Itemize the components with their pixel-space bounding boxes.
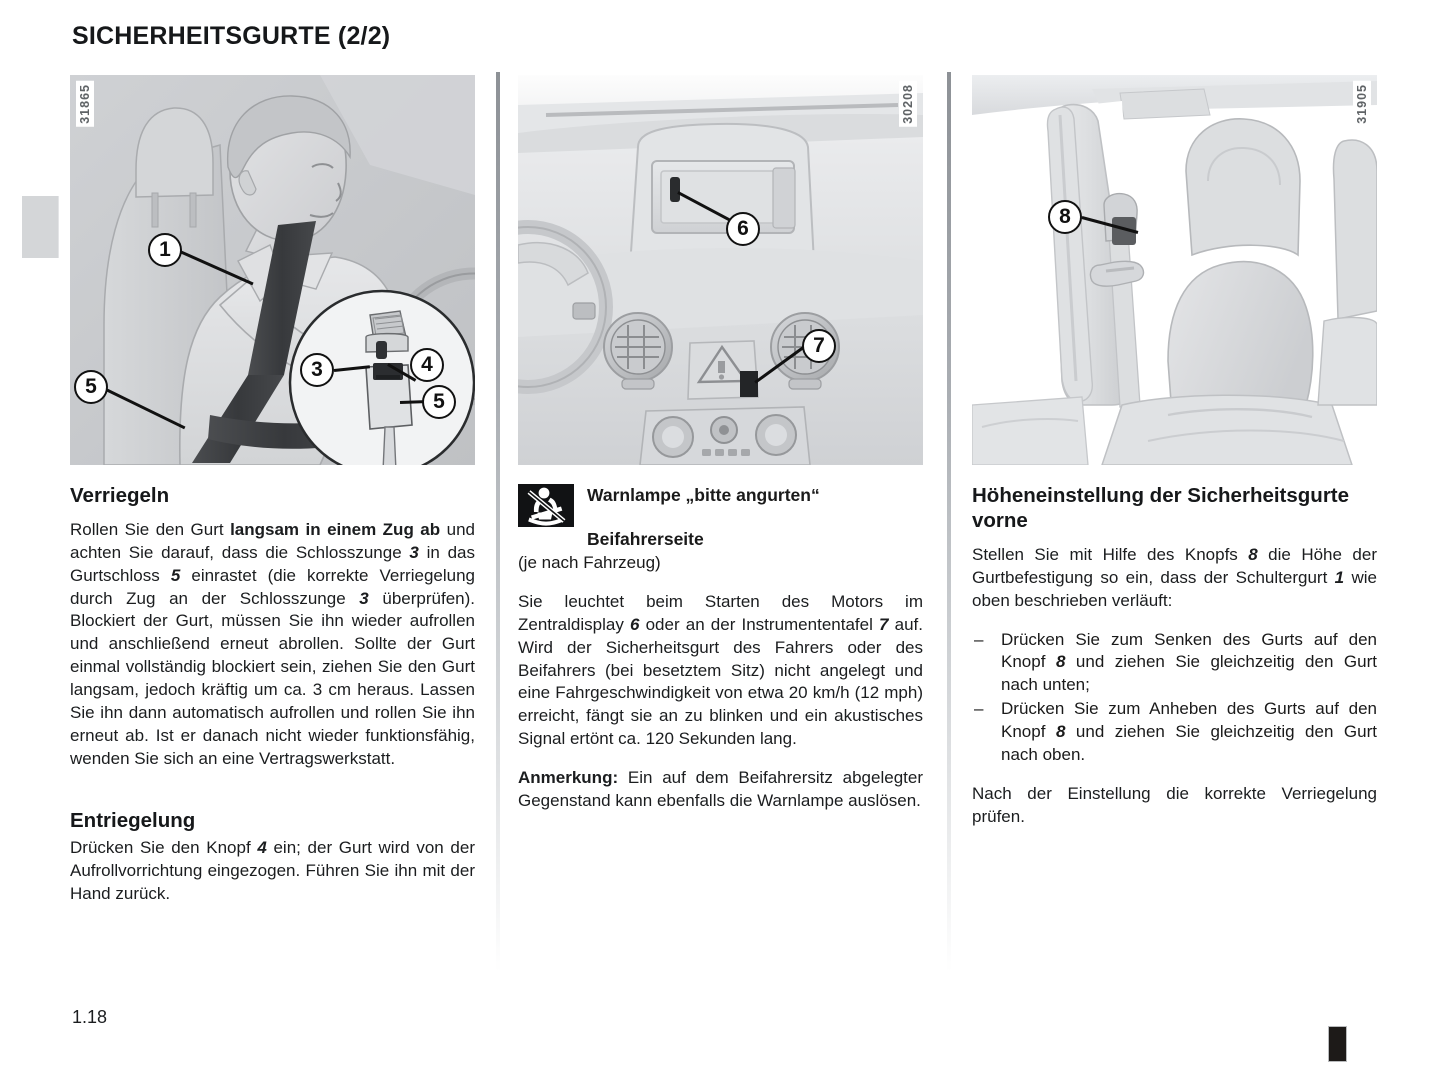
list-item: – Drücken Sie zum Anheben des Gurts auf den Knopf 8 und ziehen Sie gleichzeitig den Gurt nach oben. <box>972 698 1377 767</box>
b-pillar-illustration <box>972 75 1377 465</box>
paragraph-warning-lamp: Sie leuchtet beim Starten des Motors im Zentraldisplay 6 oder an der Instrumententafel 7 auf. Wird der Sicherheitsgurt des Fahrers oder des Beifahrers (bei besetztem Sitz) nicht angelegt und eine Fahrgeschwindigkeit von etwa 20 km/h (12 mph) erreicht, fängt sie an zu blinken und ein akustisches Signal ertönt ca. 120 Sekunden lang. <box>518 592 923 749</box>
column-1 <box>70 75 475 906</box>
dashboard-illustration <box>518 75 923 465</box>
figure-dashboard <box>518 75 923 465</box>
seatbelt-warning-glyph <box>518 484 574 527</box>
seatbelt-warning-icon <box>518 484 574 527</box>
callout-5-right: 5 <box>422 385 456 419</box>
warning-lamp-header <box>518 483 923 550</box>
section-edge-tab <box>22 196 59 258</box>
callout-4: 4 <box>410 348 444 382</box>
warning-lamp-heading-line2: Beifahrerseite <box>587 529 704 550</box>
paragraph-entriegelung: Drücken Sie den Knopf 4 ein; der Gurt wird von der Aufrollvorrichtung eingezogen. Führen Sie ihn mit der Hand zurück. <box>70 838 476 904</box>
figure-reference-number: 31865 <box>76 81 94 127</box>
figure-reference-number: 30208 <box>899 81 917 127</box>
callout-5-left: 5 <box>74 370 108 404</box>
section-warning-lamp <box>518 483 923 813</box>
page-title: SICHERHEITSGURTE (2/2) <box>72 22 391 50</box>
warning-lamp-heading-line1: Warnlampe „bitte angurten“ <box>587 485 820 505</box>
paragraph-hoeheneinstellung: Stellen Sie mit Hilfe des Knopfs 8 die Höhe der Gurtbefestigung so ein, dass der Schultergurt 1 wie oben beschrieben verläuft: <box>972 545 1377 610</box>
paragraph-closing: Nach der Einstellung die korrekte Verriegelung prüfen. <box>972 783 1377 826</box>
figure-belt-height-adjuster <box>972 75 1377 465</box>
figure-driver-seatbelt <box>70 75 475 465</box>
section-verriegeln <box>70 483 475 770</box>
note-label: Anmerkung: <box>518 768 619 788</box>
column-divider-2 <box>947 72 951 972</box>
callout-1: 1 <box>148 233 182 267</box>
heading-entriegelung: Entriegelung <box>70 809 196 833</box>
paragraph-verriegeln: Rollen Sie den Gurt langsam in einem Zug ab und achten Sie darauf, dass die Schlosszunge 3 in das Gurtschloss 5 einrastet (die korrekte Verriegelung durch Zug an der Schlosszunge 3 überprüfen). Blockiert der Gurt, müssen Sie ihn wieder aufrollen und anschließend erneut abrollen. Sollte der Gurt einmal vollständig blockiert sein, ziehen Sie den Gurt langsam, jedoch kräftig um ca. 3 cm heraus. Lassen Sie ihn dann automatisch aufrollen und rollen Sie ihn erneut ab. Ist er danach nicht wieder funktionsfähig, wenden Sie sich an eine Vertragswerkstatt. <box>70 520 475 768</box>
heading-hoeheneinstellung: Höheneinstellung der Sicherheitsgurte vorne <box>972 484 1350 532</box>
column-2 <box>518 75 923 813</box>
figure-reference-number: 31905 <box>1353 81 1371 127</box>
warning-lamp-heading <box>587 483 820 550</box>
section-hoeheneinstellung <box>972 483 1377 828</box>
callout-3: 3 <box>300 353 334 387</box>
paragraph-anmerkung: Anmerkung: Ein auf dem Beifahrersitz abgelegter Gegenstand kann ebenfalls die Warnlampe auslösen. <box>518 768 923 810</box>
page-number: 1.18 <box>72 1007 108 1027</box>
section-entriegelung <box>70 808 475 906</box>
driver-seatbelt-illustration <box>70 75 475 465</box>
callout-7: 7 <box>802 329 836 363</box>
callout-8: 8 <box>1048 200 1082 234</box>
section-footer-marker <box>1328 1026 1347 1062</box>
list-item: – Drücken Sie zum Senken des Gurts auf den Knopf 8 und ziehen Sie gleichzeitig den Gurt nach unten; <box>972 629 1377 698</box>
adjustment-steps-list <box>972 629 1377 767</box>
column-3 <box>972 75 1377 828</box>
callout-6: 6 <box>726 212 760 246</box>
heading-verriegeln: Verriegeln <box>70 484 170 507</box>
column-divider-1 <box>496 72 500 972</box>
warning-lamp-subnote: (je nach Fahrzeug) <box>518 553 661 573</box>
